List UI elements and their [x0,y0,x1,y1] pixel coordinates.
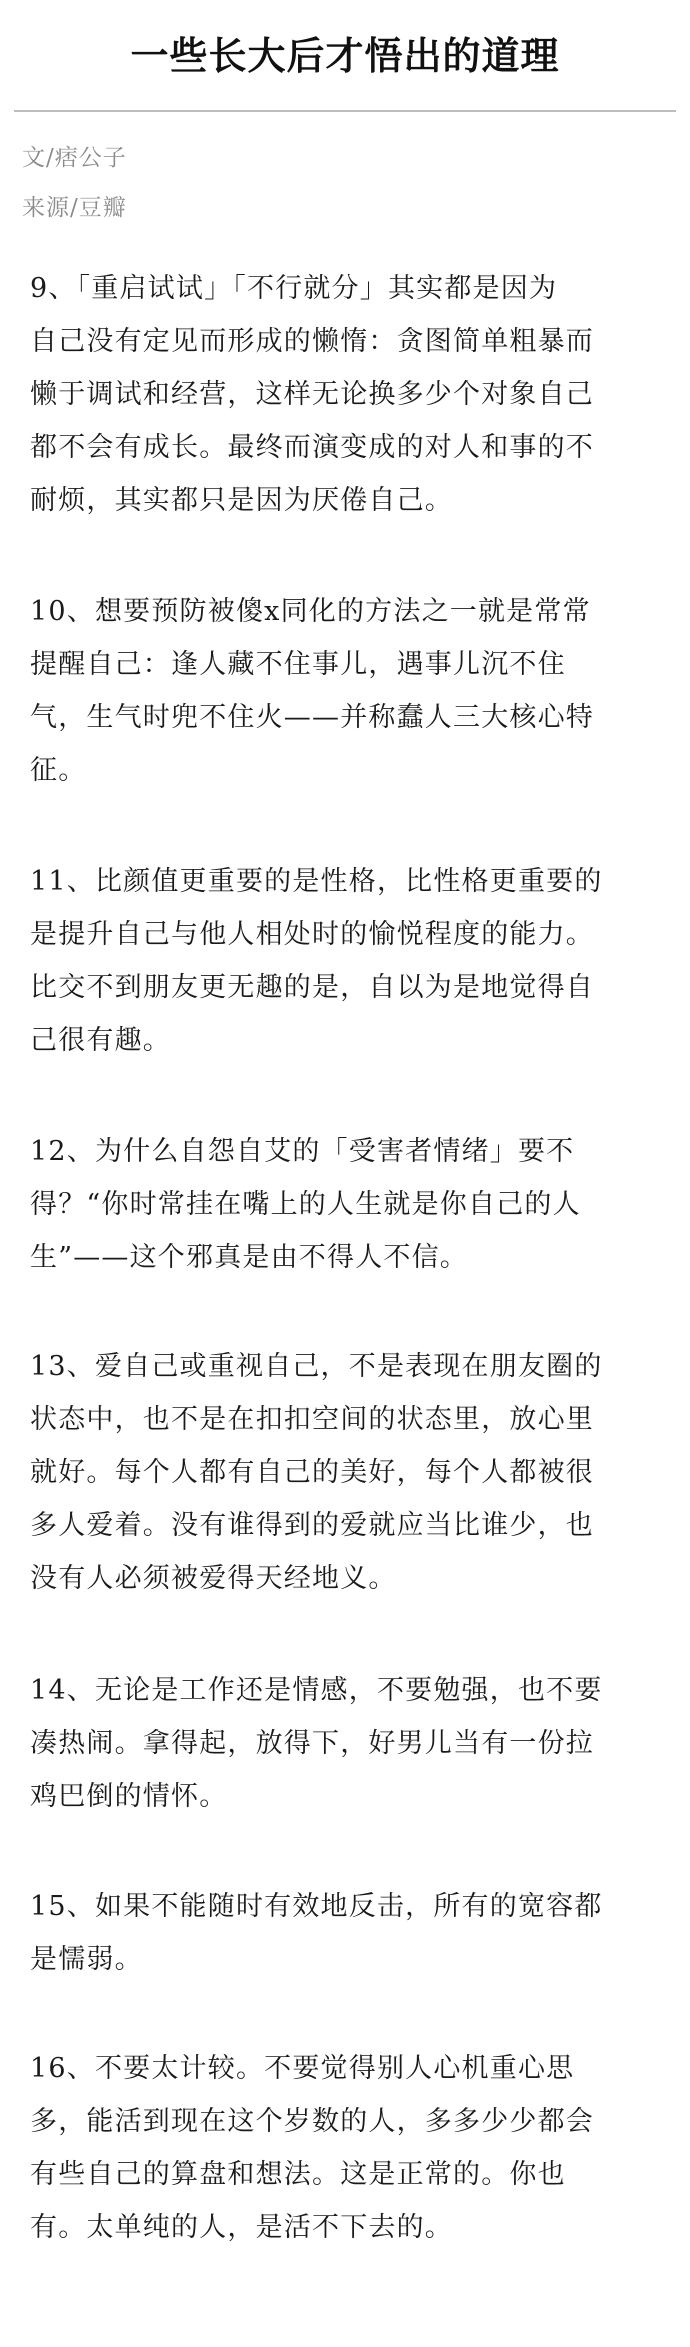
paragraph-line: 得？“你时常挂在嘴上的人生就是你自己的人 [30,1189,581,1220]
paragraph-16 [30,2042,666,2254]
article-author: 文/痞公子 [22,145,127,171]
paragraph-line: 有。太单纯的人，是活不下去的。 [30,2212,453,2243]
paragraph-line: 是懦弱。 [30,1944,143,1975]
paragraph-line: 16、不要太计较。不要觉得别人心机重心思 [30,2053,575,2084]
article-source: 来源/豆瓣 [22,195,127,221]
paragraph-line: 14、无论是工作还是情感，不要勉强，也不要 [30,1675,603,1706]
paragraph-line: 己很有趣。 [30,1025,171,1056]
paragraph-11 [30,855,666,1067]
paragraph-line: 都不会有成长。最终而演变成的对人和事的不 [30,432,594,463]
paragraph-line: 状态中，也不是在扣扣空间的状态里，放心里 [30,1404,594,1435]
paragraph-line: 12、为什么自怨自艾的「受害者情绪」要不 [30,1136,575,1167]
paragraph-line: 没有人必须被爱得天经地义。 [30,1563,397,1594]
paragraph-15 [30,1880,666,1986]
paragraph-line: 13、爱自己或重视自己，不是表现在朋友圈的 [30,1351,603,1382]
paragraph-line: 提醒自己：逢人藏不住事儿，遇事儿沉不住 [30,649,566,680]
paragraph-13 [30,1340,666,1605]
paragraph-line: 气，生气时兜不住火——并称蠢人三大核心特 [30,702,594,733]
paragraph-line: 耐烦，其实都只是因为厌倦自己。 [30,485,453,516]
paragraph-line: 有些自己的算盘和想法。这是正常的。你也 [30,2159,566,2190]
paragraph-9 [30,262,666,527]
paragraph-12 [30,1125,666,1284]
paragraph-line: 是提升自己与他人相处时的愉悦程度的能力。 [30,919,594,950]
paragraph-line: 9、「重启试试」「不行就分」其实都是因为 [30,273,558,304]
paragraph-line: 懒于调试和经营，这样无论换多少个对象自己 [30,379,594,410]
title-divider [14,110,676,112]
paragraph-line: 鸡巴倒的情怀。 [30,1781,228,1812]
paragraph-line: 就好。每个人都有自己的美好，每个人都被很 [30,1457,594,1488]
paragraph-line: 多，能活到现在这个岁数的人，多多少少都会 [30,2106,594,2137]
paragraph-line: 生”——这个邪真是由不得人不信。 [30,1242,469,1273]
paragraph-14 [30,1664,666,1823]
paragraph-10 [30,585,666,797]
paragraph-line: 15、如果不能随时有效地反击，所有的宽容都 [30,1891,603,1922]
paragraph-line: 征。 [30,755,87,786]
paragraph-line: 凑热闹。拿得起，放得下，好男儿当有一份拉 [30,1728,594,1759]
article-title: 一些长大后才悟出的道理 [130,33,560,78]
paragraph-line: 10、想要预防被傻x同化的方法之一就是常常 [30,596,591,627]
paragraph-line: 多人爱着。没有谁得到的爱就应当比谁少，也 [30,1510,594,1541]
paragraph-line: 自己没有定见而形成的懒惰：贪图简单粗暴而 [30,326,594,357]
paragraph-line: 比交不到朋友更无趣的是，自以为是地觉得自 [30,972,594,1003]
paragraph-line: 11、比颜值更重要的是性格，比性格更重要的 [30,866,603,897]
